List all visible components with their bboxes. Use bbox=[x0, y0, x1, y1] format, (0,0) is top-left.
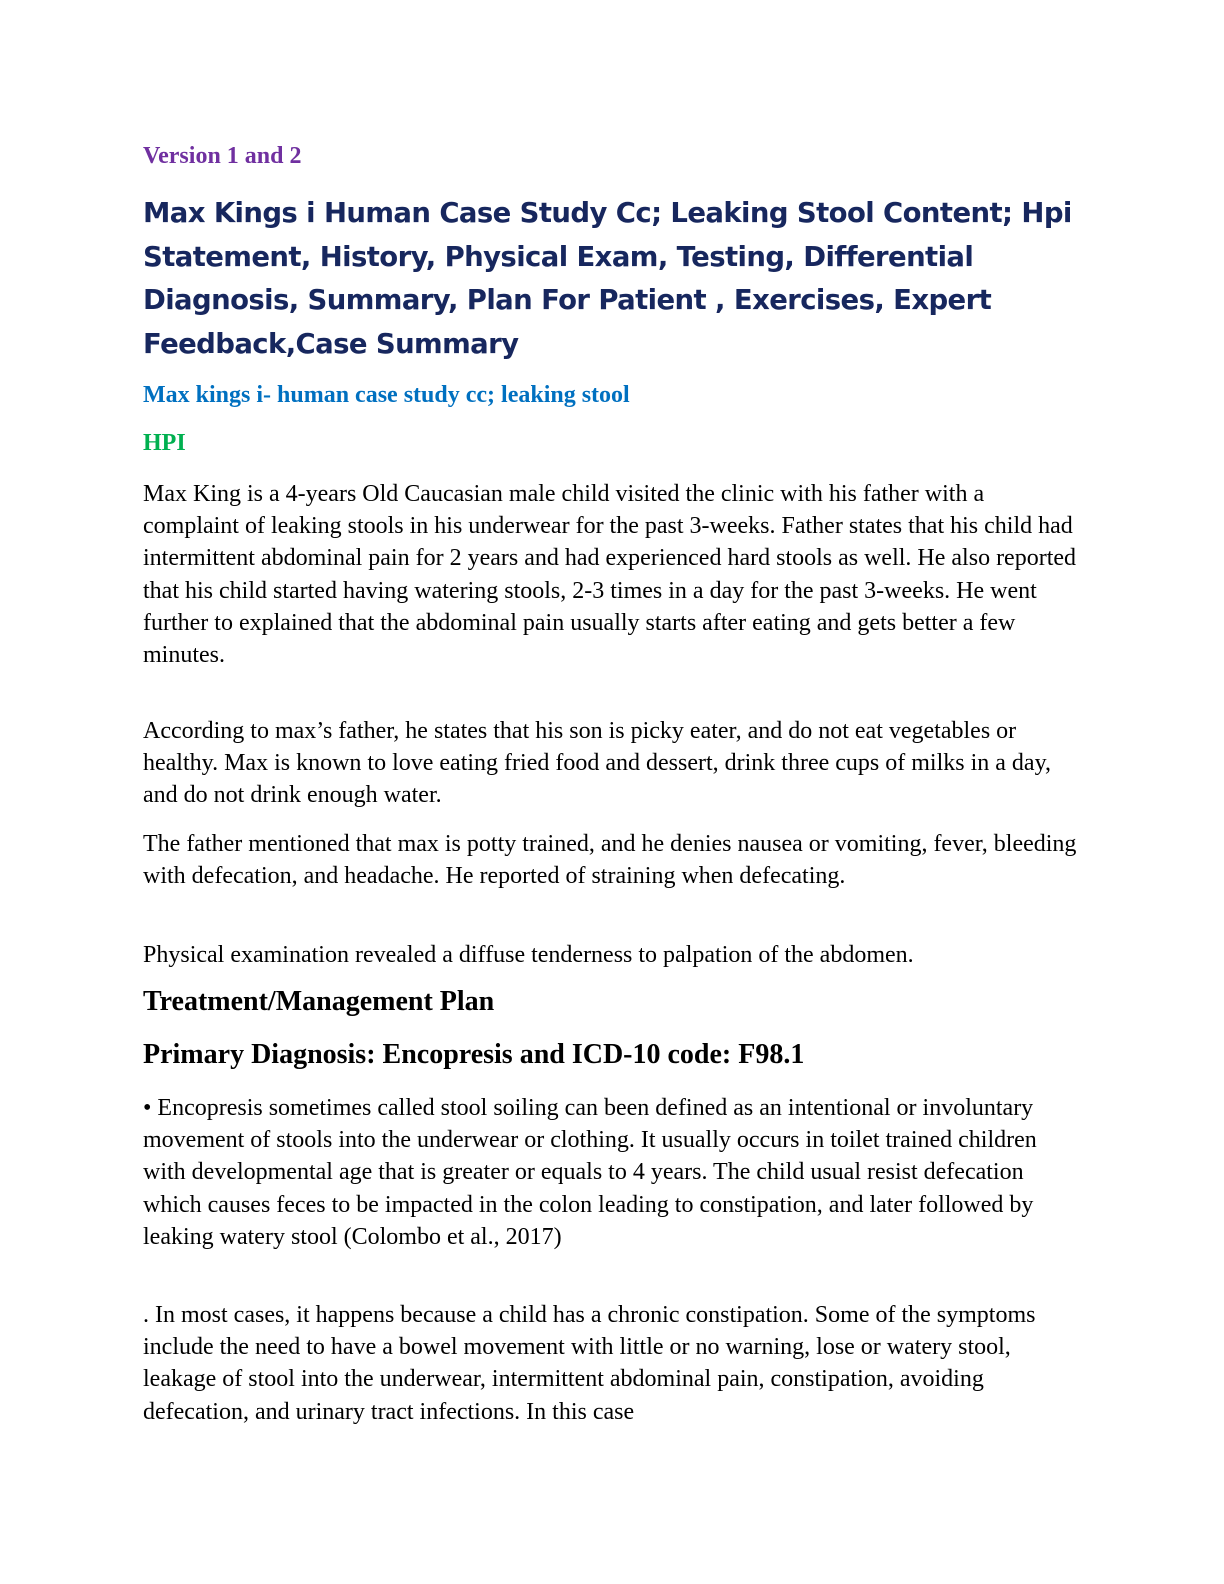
document-title: Max Kings i Human Case Study Cc; Leaking Stool Content; Hpi Statement, History, Physical Exam, Testing, Differential Diagnosis, Summary, Plan For Patient , Exercises, Expert Feedback,Case Summary bbox=[143, 197, 1072, 360]
treatment-heading: Treatment/Management Plan bbox=[143, 986, 495, 1017]
version-label: Version 1 and 2 bbox=[143, 143, 302, 169]
hpi-heading: HPI bbox=[143, 430, 186, 456]
physical-exam-paragraph: Physical examination revealed a diffuse tenderness to palpation of the abdomen. bbox=[143, 942, 914, 968]
hpi-paragraph: Max King is a 4-years Old Caucasian male child visited the clinic with his father with a complaint of leaking stools in his underwear for the past 3-weeks. Father states that his child had intermittent abdominal pain for 2 years and had experienced hard stools as well. He also reported that his child started having watering stools, 2-3 times in a day for the past 3-weeks. He went further to explained that the abdominal pain usually starts after eating and gets better a few minutes. bbox=[143, 481, 1077, 669]
chronic-constipation-paragraph: . In most cases, it happens because a child has a chronic constipation. Some of the symptoms include the need to have a bowel movement with little or no warning, lose or watery stool, leakage of stool into the underwear, intermittent abdominal pain, constipation, avoiding defecation, and urinary tract infections. In this case bbox=[143, 1302, 1036, 1425]
encopresis-definition-paragraph: • Encopresis sometimes called stool soiling can been defined as an intentional or involuntary movement of stools into the underwear or clothing. It usually occurs in toilet trained children with developmental age that is greater or equals to 4 years. The child usual resist defecation which causes feces to be impacted in the colon leading to constipation, and later followed by leaking watery stool (Colombo et al., 2017) bbox=[143, 1095, 1037, 1250]
diet-paragraph: According to max’s father, he states that his son is picky eater, and do not eat vegetables or healthy. Max is known to love eating fried food and dessert, drink three cups of milks in a day, and do not drink enough water. bbox=[143, 718, 1052, 809]
primary-diagnosis-heading: Primary Diagnosis: Encopresis and ICD-10 code: F98.1 bbox=[143, 1039, 805, 1070]
case-subtitle: Max kings i- human case study cc; leaking stool bbox=[143, 382, 630, 408]
symptoms-paragraph: The father mentioned that max is potty trained, and he denies nausea or vomiting, fever, bleeding with defecation, and headache. He reported of straining when defecating. bbox=[143, 831, 1077, 890]
